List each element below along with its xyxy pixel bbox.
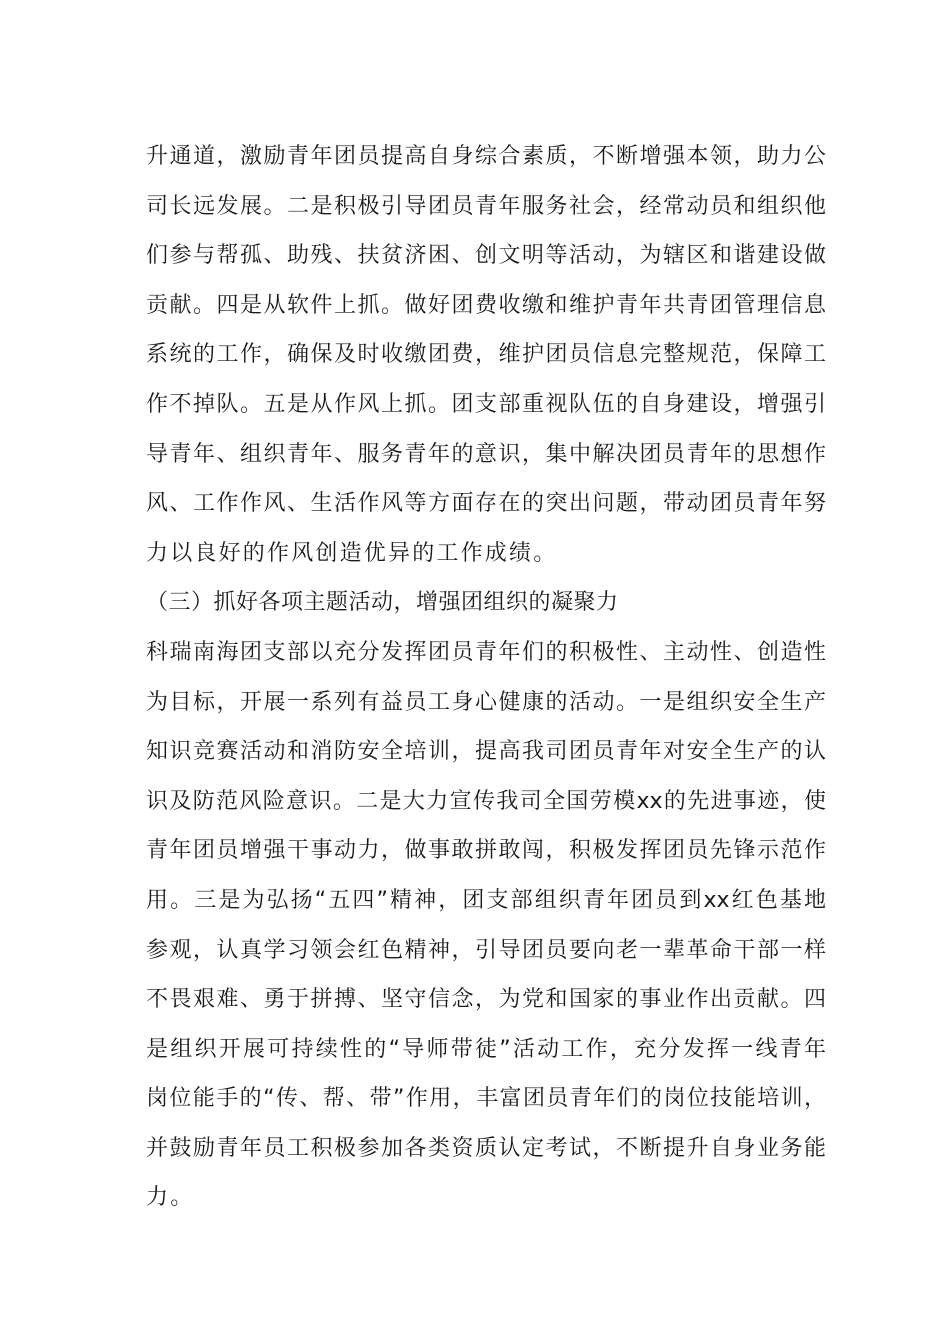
text-line: 为目标，开展一系列有益员工身心健康的活动。一是组织安全生产 bbox=[146, 689, 826, 715]
section-heading: （三）抓好各项主题活动，增强团组织的凝聚力 bbox=[146, 590, 619, 616]
text-line: 系统的工作，确保及时收缴团费，维护团员信息完整规范，保障工 bbox=[146, 342, 826, 368]
text-line: 作不掉队。五是从作风上抓。团支部重视队伍的自身建设，增强引 bbox=[146, 391, 826, 417]
text-line: 司长远发展。二是积极引导团员青年服务社会，经常动员和组织他 bbox=[146, 193, 826, 219]
text-line: 导青年、组织青年、服务青年的意识，集中解决团员青年的思想作 bbox=[146, 441, 826, 467]
text-line: 不畏艰难、勇于拼搏、坚守信念，为党和国家的事业作出贡献。四 bbox=[146, 987, 826, 1013]
text-line: 并鼓励青年员工积极参加各类资质认定考试，不断提升自身业务能 bbox=[146, 1135, 826, 1161]
text-line: 们参与帮孤、助残、扶贫济困、创文明等活动，为辖区和谐建设做 bbox=[146, 243, 826, 269]
text-line: 知识竞赛活动和消防安全培训，提高我司团员青年对安全生产的认 bbox=[146, 739, 826, 765]
text-line: 科瑞南海团支部以充分发挥团员青年们的积极性、主动性、创造性 bbox=[146, 639, 826, 665]
text-line: 贡献。四是从软件上抓。做好团费收缴和维护青年共青团管理信息 bbox=[146, 292, 826, 318]
text-line: 青年团员增强干事动力，做事敢拼敢闯，积极发挥团员先锋示范作 bbox=[146, 838, 826, 864]
text-line: 力。 bbox=[146, 1185, 195, 1211]
text-line: 岗位能手的“传、帮、带”作用，丰富团员青年们的岗位技能培训， bbox=[146, 1086, 826, 1112]
text-line: 是组织开展可持续性的“导师带徒”活动工作，充分发挥一线青年 bbox=[146, 1036, 826, 1062]
text-line: 升通道，激励青年团员提高自身综合素质，不断增强本领，助力公 bbox=[146, 144, 826, 169]
text-line: 参观，认真学习领会红色精神，引导团员要向老一辈革命干部一样 bbox=[146, 937, 826, 963]
text-line: 风、工作作风、生活作风等方面存在的突出问题，带动团员青年努 bbox=[146, 491, 826, 517]
text-line: 用。三是为弘扬“五四”精神，团支部组织青年团员到xx红色基地 bbox=[146, 887, 826, 913]
body-text bbox=[146, 132, 826, 1223]
text-line: 识及防范风险意识。二是大力宣传我司全国劳模xx的先进事迹，使 bbox=[146, 788, 826, 814]
text-line: 力以良好的作风创造优异的工作成绩。 bbox=[146, 540, 558, 566]
